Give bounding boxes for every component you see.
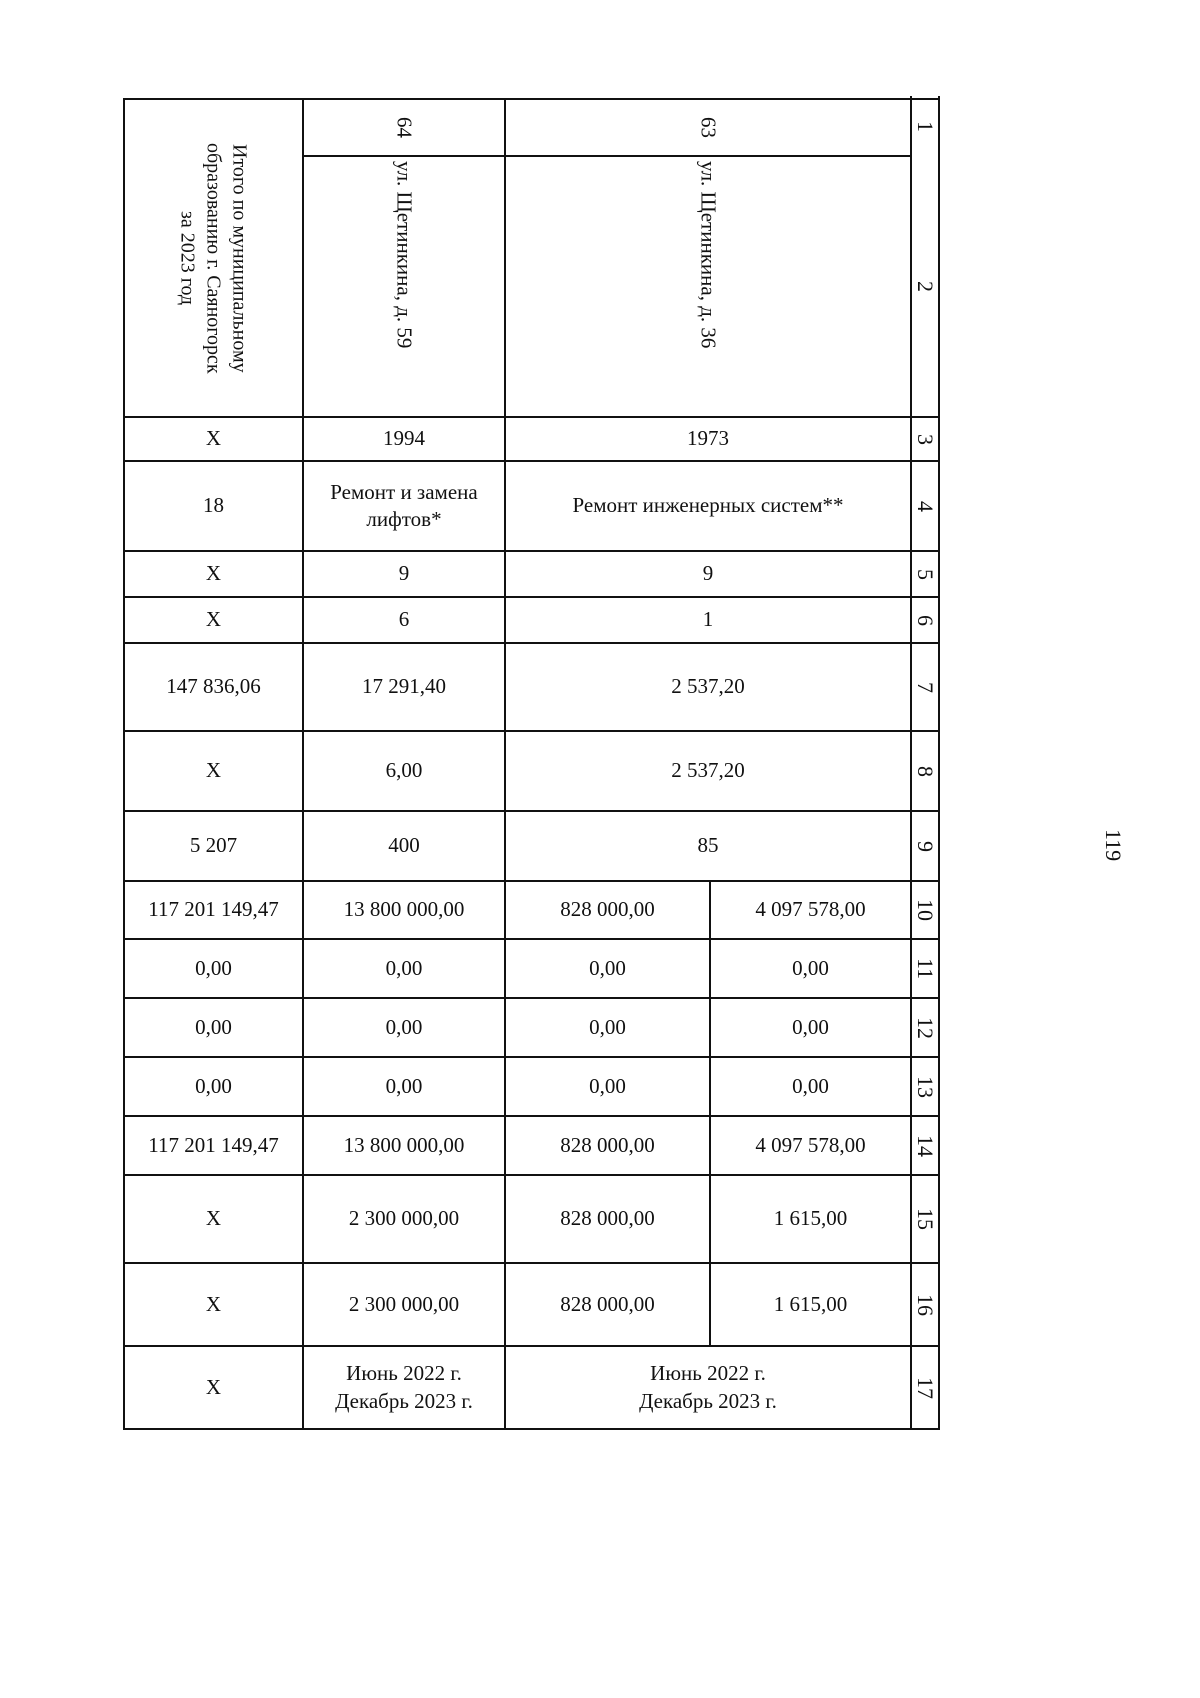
column-number-12: 12 [913, 1016, 938, 1039]
column-number-10: 10 [913, 899, 938, 921]
record-63b-col14: 4 097 578,00 [755, 1132, 866, 1157]
record-63b-col16: 1 615,00 [773, 1291, 848, 1316]
record-63a-col13: 0,00 [589, 1073, 626, 1098]
page-number: 119 [1101, 828, 1126, 862]
column-number-15: 15 [913, 1208, 938, 1230]
column-number-14: 14 [913, 1134, 938, 1157]
total-col9: 5 207 [189, 833, 238, 858]
record-63b-col10: 4 097 578,00 [755, 897, 866, 922]
record-64-col8: 6,00 [385, 758, 423, 783]
record-64-col6: 6 [398, 607, 410, 632]
record-64-col9: 400 [388, 833, 420, 858]
record-63-year: 1973 [687, 426, 729, 451]
column-number-8: 8 [913, 765, 938, 777]
record-64-period: Июнь 2022 г. Декабрь 2023 г. [335, 1361, 473, 1413]
record-63a-col10: 828 000,00 [560, 897, 655, 922]
total-col14: 117 201 149,47 [148, 1132, 279, 1157]
record-64-col15: 2 300 000,00 [348, 1206, 460, 1231]
record-64-year: 1994 [383, 426, 425, 451]
column-number-1: 1 [913, 121, 938, 132]
record-63a-col16: 828 000,00 [560, 1291, 655, 1316]
column-number-3: 3 [913, 433, 938, 445]
column-number-17: 17 [913, 1376, 938, 1399]
column-number-11: 11 [913, 957, 938, 980]
total-col4: 18 [203, 493, 224, 518]
record-63a-col11: 0,00 [589, 955, 626, 980]
record-63a-col12: 0,00 [589, 1014, 626, 1039]
total-col15: Х [205, 1206, 222, 1231]
record-63-address: ул. Щетинкина, д. 36 [696, 161, 721, 349]
record-64-address: ул. Щетинкина, д. 59 [392, 161, 417, 349]
column-number-4: 4 [913, 500, 938, 512]
record-63a-col15: 828 000,00 [560, 1206, 655, 1231]
total-col3: Х [205, 426, 222, 451]
record-64-col14: 13 800 000,00 [343, 1132, 465, 1157]
record-64-col16: 2 300 000,00 [348, 1291, 460, 1316]
record-64-col10: 13 800 000,00 [343, 897, 465, 922]
column-number-13: 13 [913, 1075, 938, 1098]
total-col16: Х [205, 1291, 222, 1316]
record-63b-col15: 1 615,00 [773, 1206, 848, 1231]
column-number-2: 2 [913, 281, 938, 292]
record-63-col6: 1 [702, 607, 714, 632]
total-col7: 147 836,06 [166, 674, 261, 699]
record-63-col8: 2 537,20 [671, 758, 745, 783]
table-border-right [938, 96, 940, 1430]
record-63-col9: 85 [697, 833, 719, 858]
record-64-col7: 17 291,40 [362, 674, 446, 699]
total-col11: 0,00 [195, 955, 232, 980]
total-col8: Х [205, 758, 222, 783]
record-63b-col11: 0,00 [792, 955, 829, 980]
total-col5: Х [205, 561, 222, 586]
record-63b-col12: 0,00 [792, 1014, 829, 1039]
record-63-work-type: Ремонт инженерных систем** [572, 493, 844, 518]
total-label: Итого по муниципальному образованию г. Саяногорск за 2023 год [176, 142, 251, 374]
column-number-7: 7 [913, 681, 938, 693]
total-col6: Х [205, 607, 222, 632]
column-number-5: 5 [913, 568, 938, 580]
record-63b-col13: 0,00 [792, 1073, 829, 1098]
record-64-col5: 9 [398, 561, 410, 586]
total-col13: 0,00 [195, 1073, 232, 1098]
record-63-col7: 2 537,20 [671, 674, 745, 699]
total-col12: 0,00 [195, 1014, 232, 1039]
table-border-bottom [123, 1428, 940, 1430]
column-number-6: 6 [913, 614, 938, 626]
record-63-col5: 9 [702, 561, 714, 586]
record-63-number: 63 [696, 117, 721, 138]
record-64-col13: 0,00 [385, 1073, 423, 1098]
record-64-col11: 0,00 [385, 955, 423, 980]
total-col17: Х [205, 1374, 222, 1399]
record-64-number: 64 [392, 117, 417, 138]
record-64-work-type: Ремонт и замена лифтов* [330, 479, 478, 531]
record-63a-col14: 828 000,00 [560, 1132, 655, 1157]
record-64-col12: 0,00 [385, 1014, 423, 1039]
column-number-9: 9 [913, 840, 938, 852]
column-number-16: 16 [913, 1293, 938, 1316]
total-col10: 117 201 149,47 [148, 897, 279, 922]
record-63-period: Июнь 2022 г. Декабрь 2023 г. [639, 1361, 777, 1413]
